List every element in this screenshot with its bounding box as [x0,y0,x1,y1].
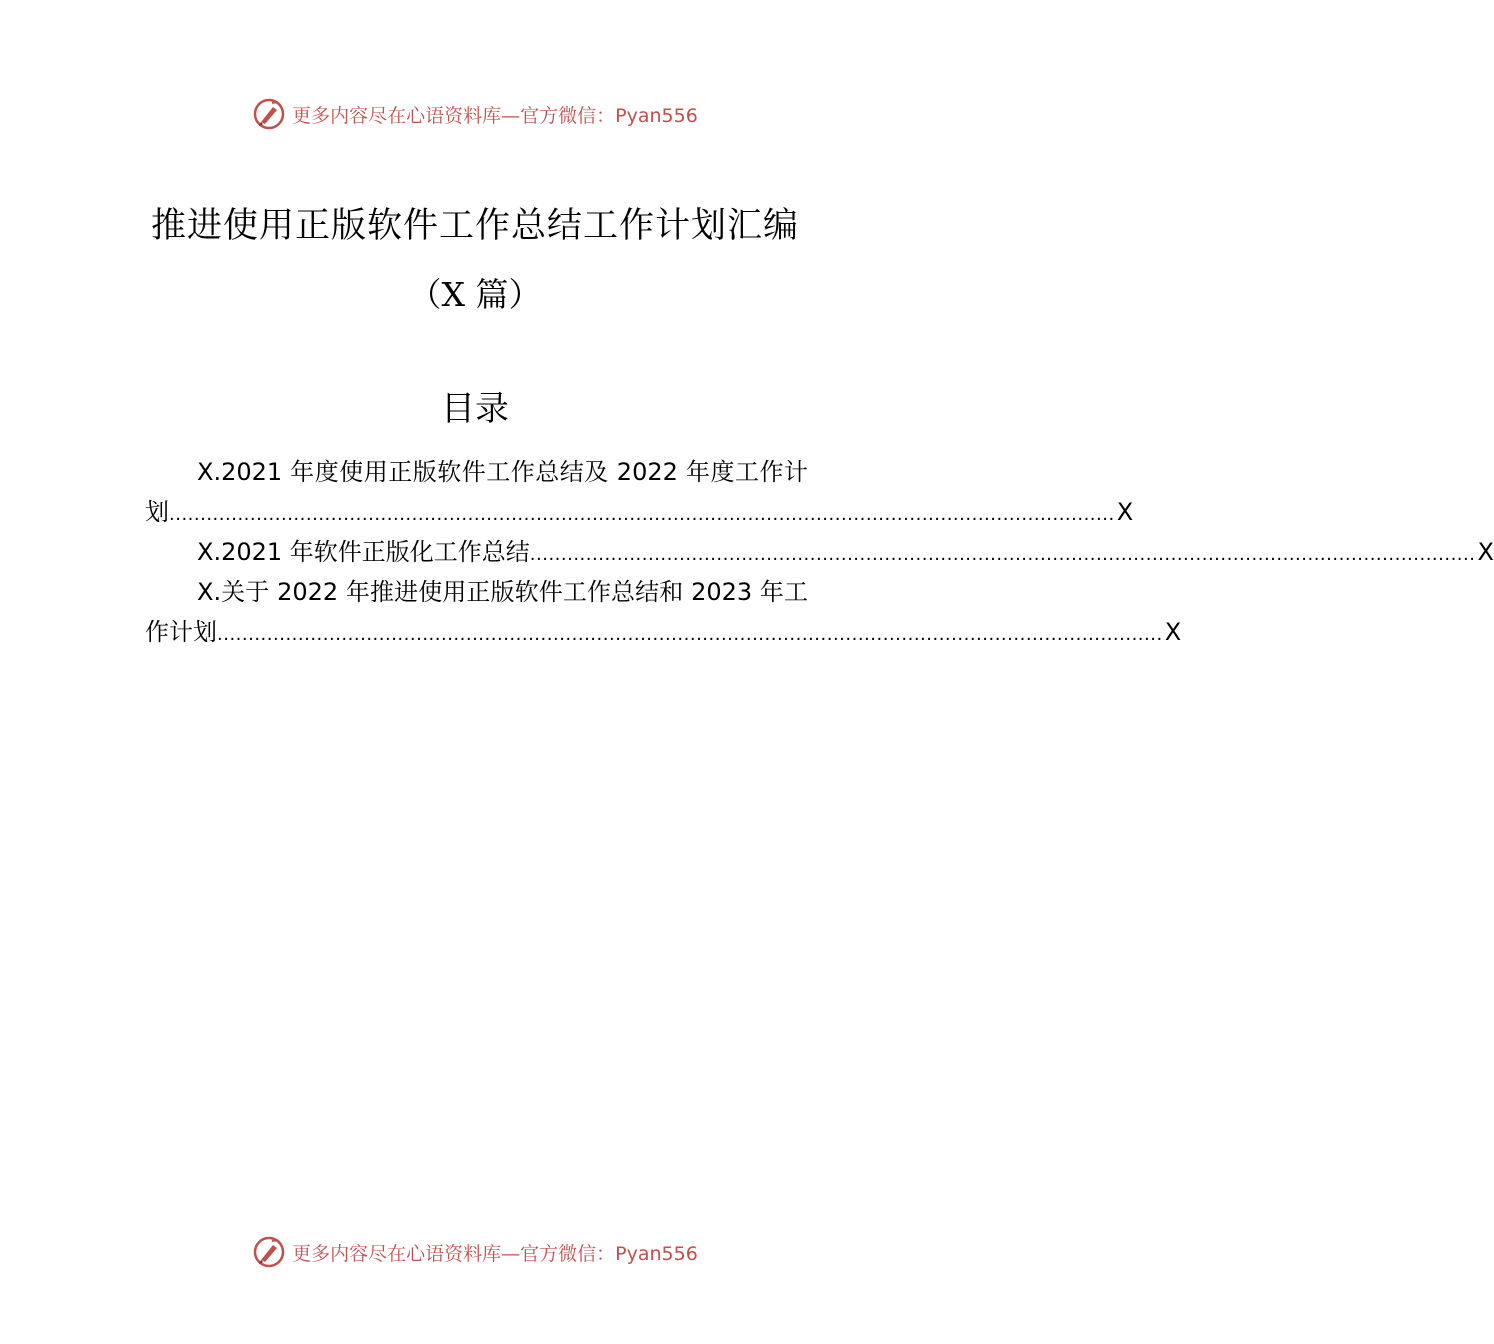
pen-logo-icon [252,97,286,131]
header-watermark [0,94,950,134]
watermark-label: 更多内容尽在心语资料库—官方微信： [292,104,616,127]
toc-entry-3-line-2[interactable] [145,612,1182,652]
toc-heading: 目录 [441,389,509,429]
watermark-text [292,101,698,128]
watermark-text [292,1239,698,1266]
watermark-label: 更多内容尽在心语资料库—官方微信： [292,1242,616,1265]
toc-entry-3-page: X [1164,618,1182,646]
toc-entry-3-text-cont: 作计划 [145,618,217,646]
toc-entry-3-text: X.关于 2022 年推进使用正版软件工作总结和 2023 年工 [197,578,808,606]
table-of-contents [145,452,1494,652]
document-title: 推进使用正版软件工作总结工作计划汇编 [150,206,799,246]
toc-entry-2-text: X.2021 年软件正版化工作总结 [197,538,530,566]
toc-entry-1-text-cont: 划 [145,498,169,526]
toc-entry-1-text: X.2021 年度使用正版软件工作总结及 2022 年度工作计 [197,458,808,486]
watermark-id: Pyan556 [615,1242,698,1265]
toc-entry-1-page: X [1116,498,1134,526]
toc-entry-1-line-2[interactable] [145,492,1134,532]
pen-logo-icon [252,1235,286,1269]
toc-entry-2[interactable] [145,532,1494,572]
toc-leader-dots: ........................................................................................................................................................ [217,624,1163,645]
toc-leader-dots: ........................................................................................................................................................ [529,544,1476,565]
watermark-id: Pyan556 [615,104,698,127]
footer-watermark [0,1232,950,1272]
toc-leader-dots: ........................................................................................................................................................ [169,504,1115,525]
document-subtitle: （X 篇） [408,275,542,314]
toc-entry-2-page: X [1477,538,1494,566]
toc-entry-1-line-1[interactable] [145,452,808,492]
toc-entry-3-line-1[interactable] [145,572,808,612]
